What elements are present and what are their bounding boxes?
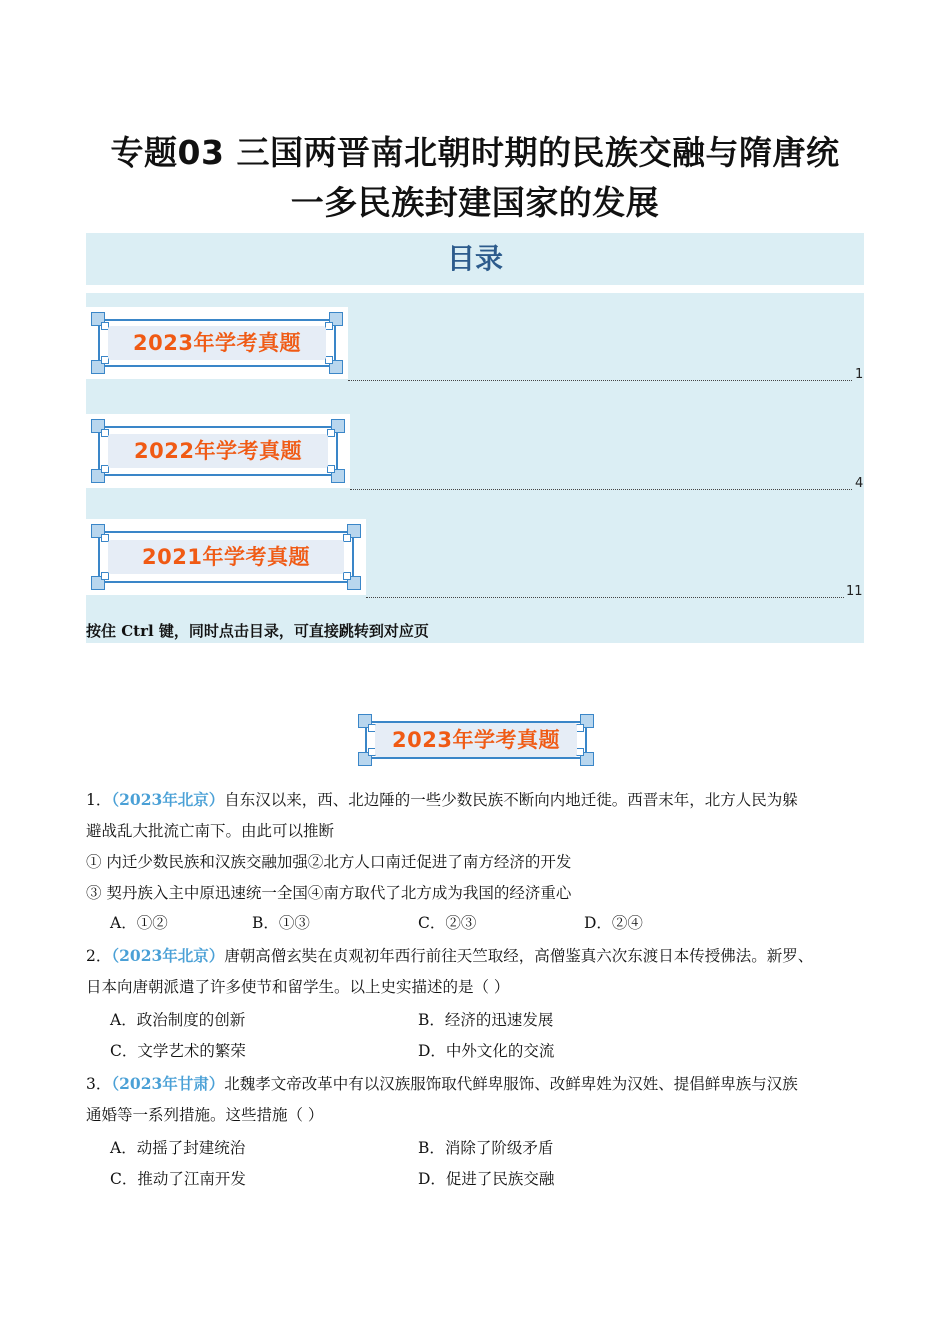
question-source: （2023年甘肃） <box>111 1074 225 1093</box>
toc-leader-dots <box>350 475 852 490</box>
toc-page-number[interactable]: 4 <box>855 476 864 491</box>
question-source: （2023年北京） <box>111 946 225 965</box>
question-stem: 北魏孝文帝改革中有以汉族服饰取代鲜卑服饰、改鲜卑姓为汉姓、提倡鲜卑族与汉族 <box>224 1075 798 1093</box>
question-statement: ③ 契丹族入主中原迅速统一全国④南方取代了北方成为我国的经济重心 <box>86 884 572 902</box>
question-stem: 自东汉以来，西、北边陲的一些少数民族不断向内地迁徙。西晋末年，北方人民为躲 <box>224 791 798 809</box>
option-d[interactable]: D．促进了民族交融 <box>418 1170 555 1188</box>
option-c[interactable]: C．推动了江南开发 <box>110 1170 246 1188</box>
question-stem-cont: 避战乱大批流亡南下。由此可以推断 <box>86 822 335 840</box>
question-2 <box>86 940 866 1003</box>
title-line-2: 一多民族封建国家的发展 <box>290 183 660 222</box>
question-2-options <box>110 1005 553 1036</box>
toc-entry-2023[interactable] <box>86 307 348 379</box>
option-d[interactable]: D．②④ <box>584 914 643 932</box>
question-number: 3． <box>86 1075 112 1093</box>
question-1-options <box>110 908 643 939</box>
toc-entry-label: 2021年学考真题 <box>108 540 344 574</box>
question-source: （2023年北京） <box>111 790 225 809</box>
question-3-options <box>110 1133 553 1164</box>
question-stem: 唐朝高僧玄奘在贞观初年西行前往天竺取经，高僧鉴真六次东渡日本传授佛法。新罗、 <box>224 947 814 965</box>
question-2-options-row2 <box>110 1036 554 1067</box>
question-3 <box>86 1068 866 1131</box>
toc-entry-label: 2022年学考真题 <box>108 434 328 468</box>
question-number: 1． <box>86 791 112 809</box>
toc-entry-2021[interactable] <box>86 519 366 595</box>
document-title <box>86 128 864 228</box>
question-number: 2． <box>86 947 112 965</box>
toc-entry-2022[interactable] <box>86 414 350 488</box>
option-b[interactable]: B．①③ <box>252 914 310 932</box>
question-stem-cont: 日本向唐朝派遣了许多使节和留学生。以上史实描述的是（ ） <box>86 978 510 996</box>
option-a[interactable]: A．动摇了封建统治 <box>110 1139 246 1157</box>
toc-ctrl-hint: 按住 Ctrl 键，同时点击目录，可直接跳转到对应页 <box>86 622 429 640</box>
question-1 <box>86 784 866 909</box>
option-d[interactable]: D．中外文化的交流 <box>418 1042 555 1060</box>
toc-heading: 目录 <box>86 233 864 285</box>
section-header-2023 <box>353 709 599 771</box>
question-3-options-row2 <box>110 1164 554 1195</box>
section-header-label: 2023年学考真题 <box>375 723 577 757</box>
option-b[interactable]: B．经济的迅速发展 <box>418 1011 554 1029</box>
option-a[interactable]: A．政治制度的创新 <box>110 1011 246 1029</box>
toc-page-number[interactable]: 11 <box>846 584 863 599</box>
toc-leader-dots <box>348 366 852 381</box>
question-stem-cont: 通婚等一系列措施。这些措施（ ） <box>86 1106 324 1124</box>
question-statement: ① 内迁少数民族和汉族交融加强②北方人口南迁促进了南方经济的开发 <box>86 853 572 871</box>
toc-page-number[interactable]: 1 <box>855 367 864 382</box>
title-line-1: 专题03 三国两晋南北朝时期的民族交融与隋唐统 <box>110 133 840 172</box>
toc-leader-dots <box>366 583 844 598</box>
toc-entry-label: 2023年学考真题 <box>108 326 326 360</box>
option-b[interactable]: B．消除了阶级矛盾 <box>418 1139 554 1157</box>
option-c[interactable]: C．文学艺术的繁荣 <box>110 1042 246 1060</box>
option-a[interactable]: A．①② <box>110 914 168 932</box>
option-c[interactable]: C．②③ <box>418 914 477 932</box>
